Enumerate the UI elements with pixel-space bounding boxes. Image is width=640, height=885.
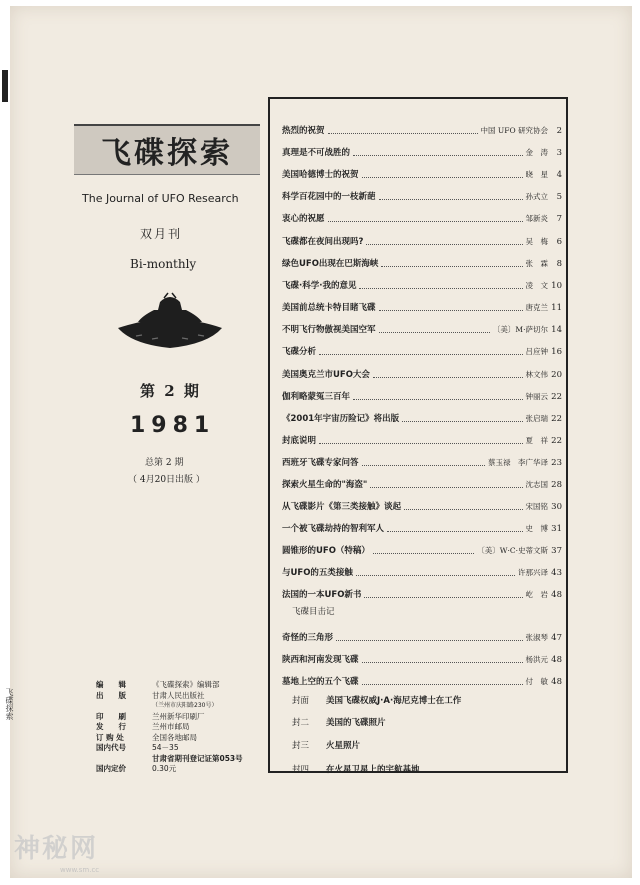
ufo-logo-icon <box>112 292 228 352</box>
cover-description: 火星照片 <box>326 741 361 751</box>
toc-author: 〔美〕W·C·史蒂文斯 <box>477 546 548 555</box>
cover-entry[interactable] <box>292 763 552 777</box>
toc-page: 20 <box>551 370 562 380</box>
colophon-key: 印 刷 <box>96 711 126 721</box>
toc-title: 封底说明 <box>282 436 317 446</box>
toc-title: 衷心的祝愿 <box>282 214 325 224</box>
toc-entry[interactable] <box>282 297 562 313</box>
toc-title: 与UFO的五类接触 <box>282 568 353 578</box>
toc-author: 杨洪元 <box>525 655 548 664</box>
toc-title: 真理是不可战胜的 <box>282 148 351 158</box>
toc-page: 10 <box>551 281 562 291</box>
frequency-chinese: 双月刊 <box>140 227 183 241</box>
toc-page: 48 <box>551 655 562 665</box>
toc-subheading: 飞碟目击记 <box>292 607 335 617</box>
toc-entry[interactable] <box>282 671 562 687</box>
colophon-value: 兰州新华印刷厂 <box>152 711 205 721</box>
toc-title: 飞碟都在夜间出现吗? <box>282 237 364 247</box>
cover-entry[interactable] <box>292 739 552 753</box>
toc-author: 孙式立 <box>525 192 548 201</box>
toc-page: 7 <box>556 214 562 224</box>
toc-entry[interactable] <box>282 208 562 224</box>
toc-title: 美国奥克兰市UFO大会 <box>282 370 370 380</box>
toc-page: 22 <box>551 436 562 446</box>
toc-page: 14 <box>551 325 562 335</box>
toc-page: 28 <box>551 480 562 490</box>
toc-page: 6 <box>556 237 562 247</box>
toc-page: 37 <box>551 546 562 556</box>
colophon-key: 国内定价 <box>96 764 126 773</box>
colophon-value: 兰州市邮局 <box>152 722 190 731</box>
cover-label: 封二 <box>292 718 310 728</box>
colophon-key <box>96 754 152 765</box>
toc-author: 张启瑞 <box>525 414 548 423</box>
publication-date: （ 4月20日出版 ） <box>128 475 205 485</box>
colophon-key: 国内代号 <box>96 743 126 752</box>
toc-page: 47 <box>551 633 562 643</box>
colophon-value: 全国各地邮局 <box>152 732 197 742</box>
toc-author: 凌 文 <box>525 281 548 290</box>
toc-author: 张 霖 <box>525 259 548 268</box>
colophon-value: 甘肃人民出版社 <box>152 690 205 700</box>
toc-author: 屹 岩 <box>525 590 548 599</box>
colophon-value: 《飞碟探索》编辑部 <box>152 680 220 689</box>
toc-entry[interactable] <box>282 231 562 247</box>
toc-title: 墓地上空的五个飞碟 <box>282 677 359 687</box>
toc-title: 圆锥形的UFO（特稿） <box>282 546 370 556</box>
toc-entry[interactable] <box>282 518 562 534</box>
toc-author: 许那兴译 <box>518 568 548 577</box>
toc-title: 奇怪的三角形 <box>282 633 334 643</box>
toc-page: 16 <box>551 347 562 357</box>
toc-author: 宋国铭 <box>525 502 548 511</box>
toc-entry[interactable] <box>282 164 562 180</box>
cover-label: 封面 <box>292 696 310 706</box>
toc-page: 4 <box>556 170 562 180</box>
toc-page: 23 <box>551 458 562 468</box>
toc-entry[interactable] <box>282 627 562 643</box>
toc-entry[interactable] <box>282 253 562 269</box>
issue-number: 第 2 期 <box>140 382 201 400</box>
toc-entry[interactable] <box>282 341 562 357</box>
toc-title: 绿色UFO出现在巴斯海峡 <box>282 259 379 269</box>
toc-entry[interactable] <box>282 186 562 202</box>
toc-author: 金 涛 <box>525 148 548 157</box>
toc-title: 陕西和河南发现飞碟 <box>282 655 359 665</box>
colophon-value: 0.30元 <box>152 764 177 773</box>
cover-description: 美国飞碟权威J·A·海尼克博士在工作 <box>326 696 462 706</box>
toc-author: 唐克兰 <box>525 303 548 312</box>
toc-entry[interactable] <box>282 452 562 468</box>
toc-title: 飞碟·科学·我的意见 <box>282 281 357 291</box>
colophon <box>96 680 266 775</box>
toc-page: 22 <box>551 414 562 424</box>
toc-author: 吴 梅 <box>525 237 548 246</box>
toc-title: 伽利略蒙冤三百年 <box>282 392 351 402</box>
toc-author: 钟丽云 <box>525 392 548 401</box>
toc-page: 11 <box>551 303 562 313</box>
toc-entry[interactable] <box>282 430 562 446</box>
toc-entry[interactable] <box>282 275 562 291</box>
colophon-value: 54－35 <box>152 743 179 752</box>
journal-title-english: The Journal of UFO Research <box>82 192 239 205</box>
toc-author: 晓 星 <box>525 170 548 179</box>
watermark: 神秘网 <box>14 834 99 864</box>
toc-author: 沈志国 <box>525 480 548 489</box>
cover-label: 封三 <box>292 741 310 751</box>
toc-entry[interactable] <box>282 319 562 335</box>
toc-title: 热烈的祝贺 <box>282 126 325 136</box>
toc-page: 8 <box>556 259 562 269</box>
toc-author: 中国 UFO 研究协会 <box>480 126 548 135</box>
toc-title: 法国的一本UFO新书 <box>282 590 362 600</box>
toc-page: 48 <box>551 677 562 687</box>
toc-entry[interactable] <box>282 474 562 490</box>
toc-author: 蔡玉禄 李广华译 <box>488 458 548 467</box>
toc-entry[interactable] <box>282 540 562 556</box>
toc-entry[interactable] <box>282 496 562 512</box>
toc-entry[interactable] <box>282 120 562 136</box>
colophon-key: 发 行 <box>96 722 126 731</box>
cover-entry[interactable] <box>292 694 552 708</box>
cover-description: 美国的飞碟照片 <box>326 718 386 728</box>
cover-entry[interactable] <box>292 716 552 730</box>
toc-page: 5 <box>556 192 562 202</box>
toc-title: 美国哈德博士的祝贺 <box>282 170 359 180</box>
publication-year: 1981 <box>130 413 216 438</box>
toc-author: 夏 祥 <box>525 436 548 445</box>
toc-page: 48 <box>551 590 562 600</box>
toc-title: 探索火星生命的"海盗" <box>282 480 368 490</box>
toc-entry[interactable] <box>282 649 562 665</box>
journal-title: 飞碟探索 <box>74 124 260 175</box>
toc-title: 飞碟分析 <box>282 347 317 357</box>
toc-page: 22 <box>551 392 562 402</box>
toc-entry[interactable] <box>282 386 562 402</box>
spine-mark <box>2 70 8 102</box>
toc-author: 张淑琴 <box>525 633 548 642</box>
colophon-key: 出 版 <box>96 690 126 700</box>
toc-author: 林文伟 <box>525 370 548 379</box>
colophon-value: 甘肃省期刊登记证第053号 <box>152 753 243 763</box>
cover-label: 封四 <box>292 765 310 775</box>
watermark-url: www.sm.cc <box>60 866 100 874</box>
toc-page: 3 <box>556 148 562 158</box>
toc-entry[interactable] <box>282 142 562 158</box>
toc-entry[interactable] <box>282 584 562 600</box>
colophon-key: 订 购 处 <box>96 732 124 742</box>
toc-page: 30 <box>551 502 562 512</box>
colophon-value: （兰州市庆阳路230号） <box>152 702 218 709</box>
toc-title: 一个被飞碟劫持的智利军人 <box>282 524 385 534</box>
toc-page: 31 <box>551 524 562 534</box>
total-issue-number: 总第 2 期 <box>145 458 184 468</box>
toc-title: 《2001年宇宙历险记》将出版 <box>282 414 400 424</box>
toc-title: 从飞碟影片《第三类接触》谈起 <box>282 502 402 512</box>
toc-author: 〔美〕M·萨切尔 <box>492 325 548 334</box>
frequency-english: Bi-monthly <box>130 257 197 271</box>
toc-author: 付 敏 <box>525 677 548 686</box>
toc-entry[interactable] <box>282 408 562 424</box>
colophon-key <box>96 701 152 712</box>
toc-page: 2 <box>556 126 562 136</box>
toc-author: 史 博 <box>525 524 548 533</box>
toc-title: 美国前总统卡特目睹飞碟 <box>282 303 376 313</box>
spine-title: 飞碟探索 <box>5 688 14 720</box>
colophon-key: 编 辑 <box>96 680 126 689</box>
toc-author: 吕应钟 <box>525 347 548 356</box>
toc-title: 不明飞行物傲视美国空军 <box>282 325 376 335</box>
cover-description: 在火星卫星上的宇航基地 <box>326 765 420 775</box>
toc-author: 邹新炎 <box>525 214 548 223</box>
toc-entry[interactable] <box>282 364 562 380</box>
toc-page: 43 <box>551 568 562 578</box>
toc-title: 科学百花园中的一枝新葩 <box>282 192 376 202</box>
toc-title: 西班牙飞碟专家问答 <box>282 458 359 468</box>
toc-entry[interactable] <box>282 562 562 578</box>
